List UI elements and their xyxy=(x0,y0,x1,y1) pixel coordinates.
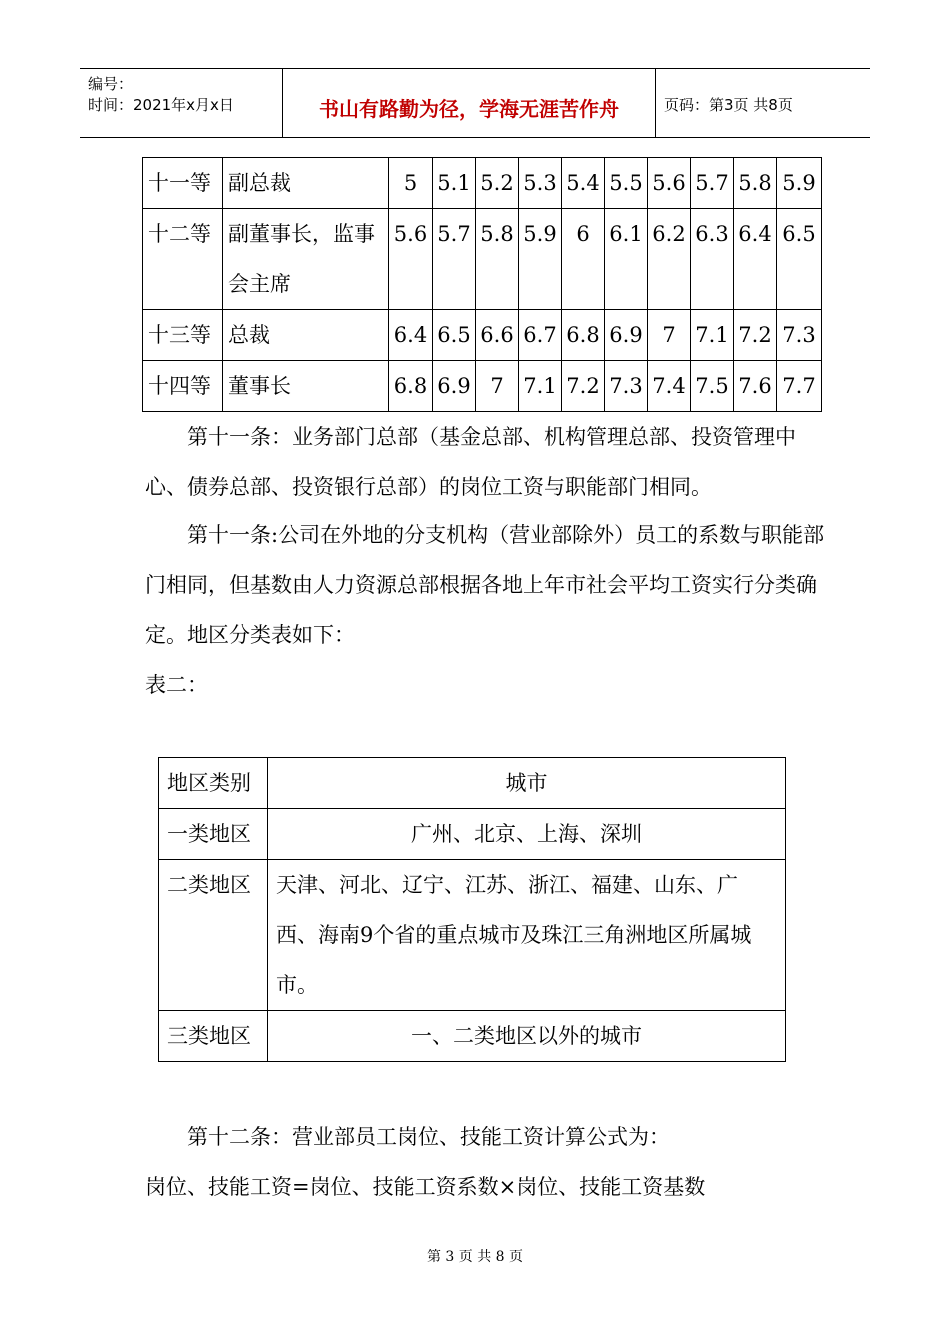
coefficient-cell: 6.1 xyxy=(605,209,648,310)
coefficient-cell: 5.6 xyxy=(389,209,433,310)
coefficient-cell: 7.4 xyxy=(648,361,691,412)
position-cell: 副董事长，监事会主席 xyxy=(223,209,389,310)
coefficient-cell: 6.5 xyxy=(433,310,476,361)
coefficient-cell: 7.6 xyxy=(734,361,777,412)
coefficient-cell: 7.2 xyxy=(562,361,605,412)
header-motto-cell xyxy=(283,69,655,137)
coefficient-cell: 5.4 xyxy=(562,158,605,209)
coefficient-cell: 5 xyxy=(389,158,433,209)
table-caption: 表二： xyxy=(145,673,208,697)
coefficient-cell: 5.7 xyxy=(433,209,476,310)
cities-cell: 天津、河北、辽宁、江苏、浙江、福建、山东、广西、海南9个省的重点城市及珠江三角洲地区所属城市。 xyxy=(268,860,786,1011)
position-cell: 董事长 xyxy=(223,361,389,412)
city-header: 城市 xyxy=(268,758,786,809)
document-time-label: 时间：2021年x月x日 xyxy=(88,96,234,114)
coefficient-cell: 6.5 xyxy=(777,209,822,310)
coefficient-cell: 6.4 xyxy=(389,310,433,361)
coefficient-cell: 6.8 xyxy=(389,361,433,412)
cities-cell: 一、二类地区以外的城市 xyxy=(268,1011,786,1062)
table-row xyxy=(159,860,786,1011)
region-header: 地区类别 xyxy=(159,758,268,809)
coefficient-cell: 6.9 xyxy=(433,361,476,412)
table-row xyxy=(143,158,822,209)
coefficient-cell: 7 xyxy=(648,310,691,361)
wage-formula: 岗位、技能工资=岗位、技能工资系数×岗位、技能工资基数 xyxy=(145,1175,706,1199)
grade-level-cell: 十二等 xyxy=(143,209,223,310)
salary-coefficient-table xyxy=(142,157,822,412)
header-page-cell xyxy=(655,69,871,137)
coefficient-cell: 5.2 xyxy=(476,158,519,209)
table-row xyxy=(159,1011,786,1062)
position-cell: 总裁 xyxy=(223,310,389,361)
coefficient-cell: 6.6 xyxy=(476,310,519,361)
region-cell: 二类地区 xyxy=(159,860,268,1011)
table-row xyxy=(143,209,822,310)
coefficient-cell: 5.5 xyxy=(605,158,648,209)
document-number-label: 编号： xyxy=(88,75,134,93)
coefficient-cell: 5.9 xyxy=(519,209,562,310)
coefficient-cell: 7.2 xyxy=(734,310,777,361)
article-12-paragraph: 第十二条：营业部员工岗位、技能工资计算公式为： xyxy=(145,1125,670,1149)
article-11-branch-paragraph: 第十一条:公司在外地的分支机构（营业部除外）员工的系数与职能部门相同，但基数由人力资源总部根据各地上年市社会平均工资实行分类确定。地区分类表如下： xyxy=(145,523,825,647)
coefficient-cell: 7.5 xyxy=(691,361,734,412)
header-meta-cell xyxy=(80,69,283,137)
coefficient-cell: 6.4 xyxy=(734,209,777,310)
coefficient-cell: 5.7 xyxy=(691,158,734,209)
page-footer: 第 3 页 共 8 页 xyxy=(426,1249,524,1265)
table-header-row xyxy=(159,758,786,809)
coefficient-cell: 5.3 xyxy=(519,158,562,209)
grade-level-cell: 十一等 xyxy=(143,158,223,209)
coefficient-cell: 5.8 xyxy=(476,209,519,310)
region-cell: 一类地区 xyxy=(159,809,268,860)
region-classification-table xyxy=(158,757,786,1062)
grade-level-cell: 十三等 xyxy=(143,310,223,361)
coefficient-cell: 5.1 xyxy=(433,158,476,209)
page-header xyxy=(80,68,870,138)
coefficient-cell: 7.3 xyxy=(777,310,822,361)
coefficient-cell: 7.1 xyxy=(691,310,734,361)
coefficient-cell: 5.9 xyxy=(777,158,822,209)
coefficient-cell: 6.7 xyxy=(519,310,562,361)
table-row xyxy=(159,809,786,860)
article-11-business-paragraph: 第十一条：业务部门总部（基金总部、机构管理总部、投资管理中心、债券总部、投资银行总部）的岗位工资与职能部门相同。 xyxy=(145,425,796,499)
header-page-label: 页码：第3页 共8页 xyxy=(664,96,793,114)
grade-level-cell: 十四等 xyxy=(143,361,223,412)
coefficient-cell: 7.3 xyxy=(605,361,648,412)
cities-cell: 广州、北京、上海、深圳 xyxy=(268,809,786,860)
coefficient-cell: 7.7 xyxy=(777,361,822,412)
coefficient-cell: 6 xyxy=(562,209,605,310)
coefficient-cell: 6.8 xyxy=(562,310,605,361)
region-cell: 三类地区 xyxy=(159,1011,268,1062)
coefficient-cell: 6.2 xyxy=(648,209,691,310)
coefficient-cell: 5.8 xyxy=(734,158,777,209)
coefficient-cell: 6.3 xyxy=(691,209,734,310)
coefficient-cell: 6.9 xyxy=(605,310,648,361)
table-row xyxy=(143,310,822,361)
table-row xyxy=(143,361,822,412)
coefficient-cell: 7.1 xyxy=(519,361,562,412)
coefficient-cell: 7 xyxy=(476,361,519,412)
position-cell: 副总裁 xyxy=(223,158,389,209)
coefficient-cell: 5.6 xyxy=(648,158,691,209)
header-motto: 书山有路勤为径，学海无涯苦作舟 xyxy=(319,97,619,121)
